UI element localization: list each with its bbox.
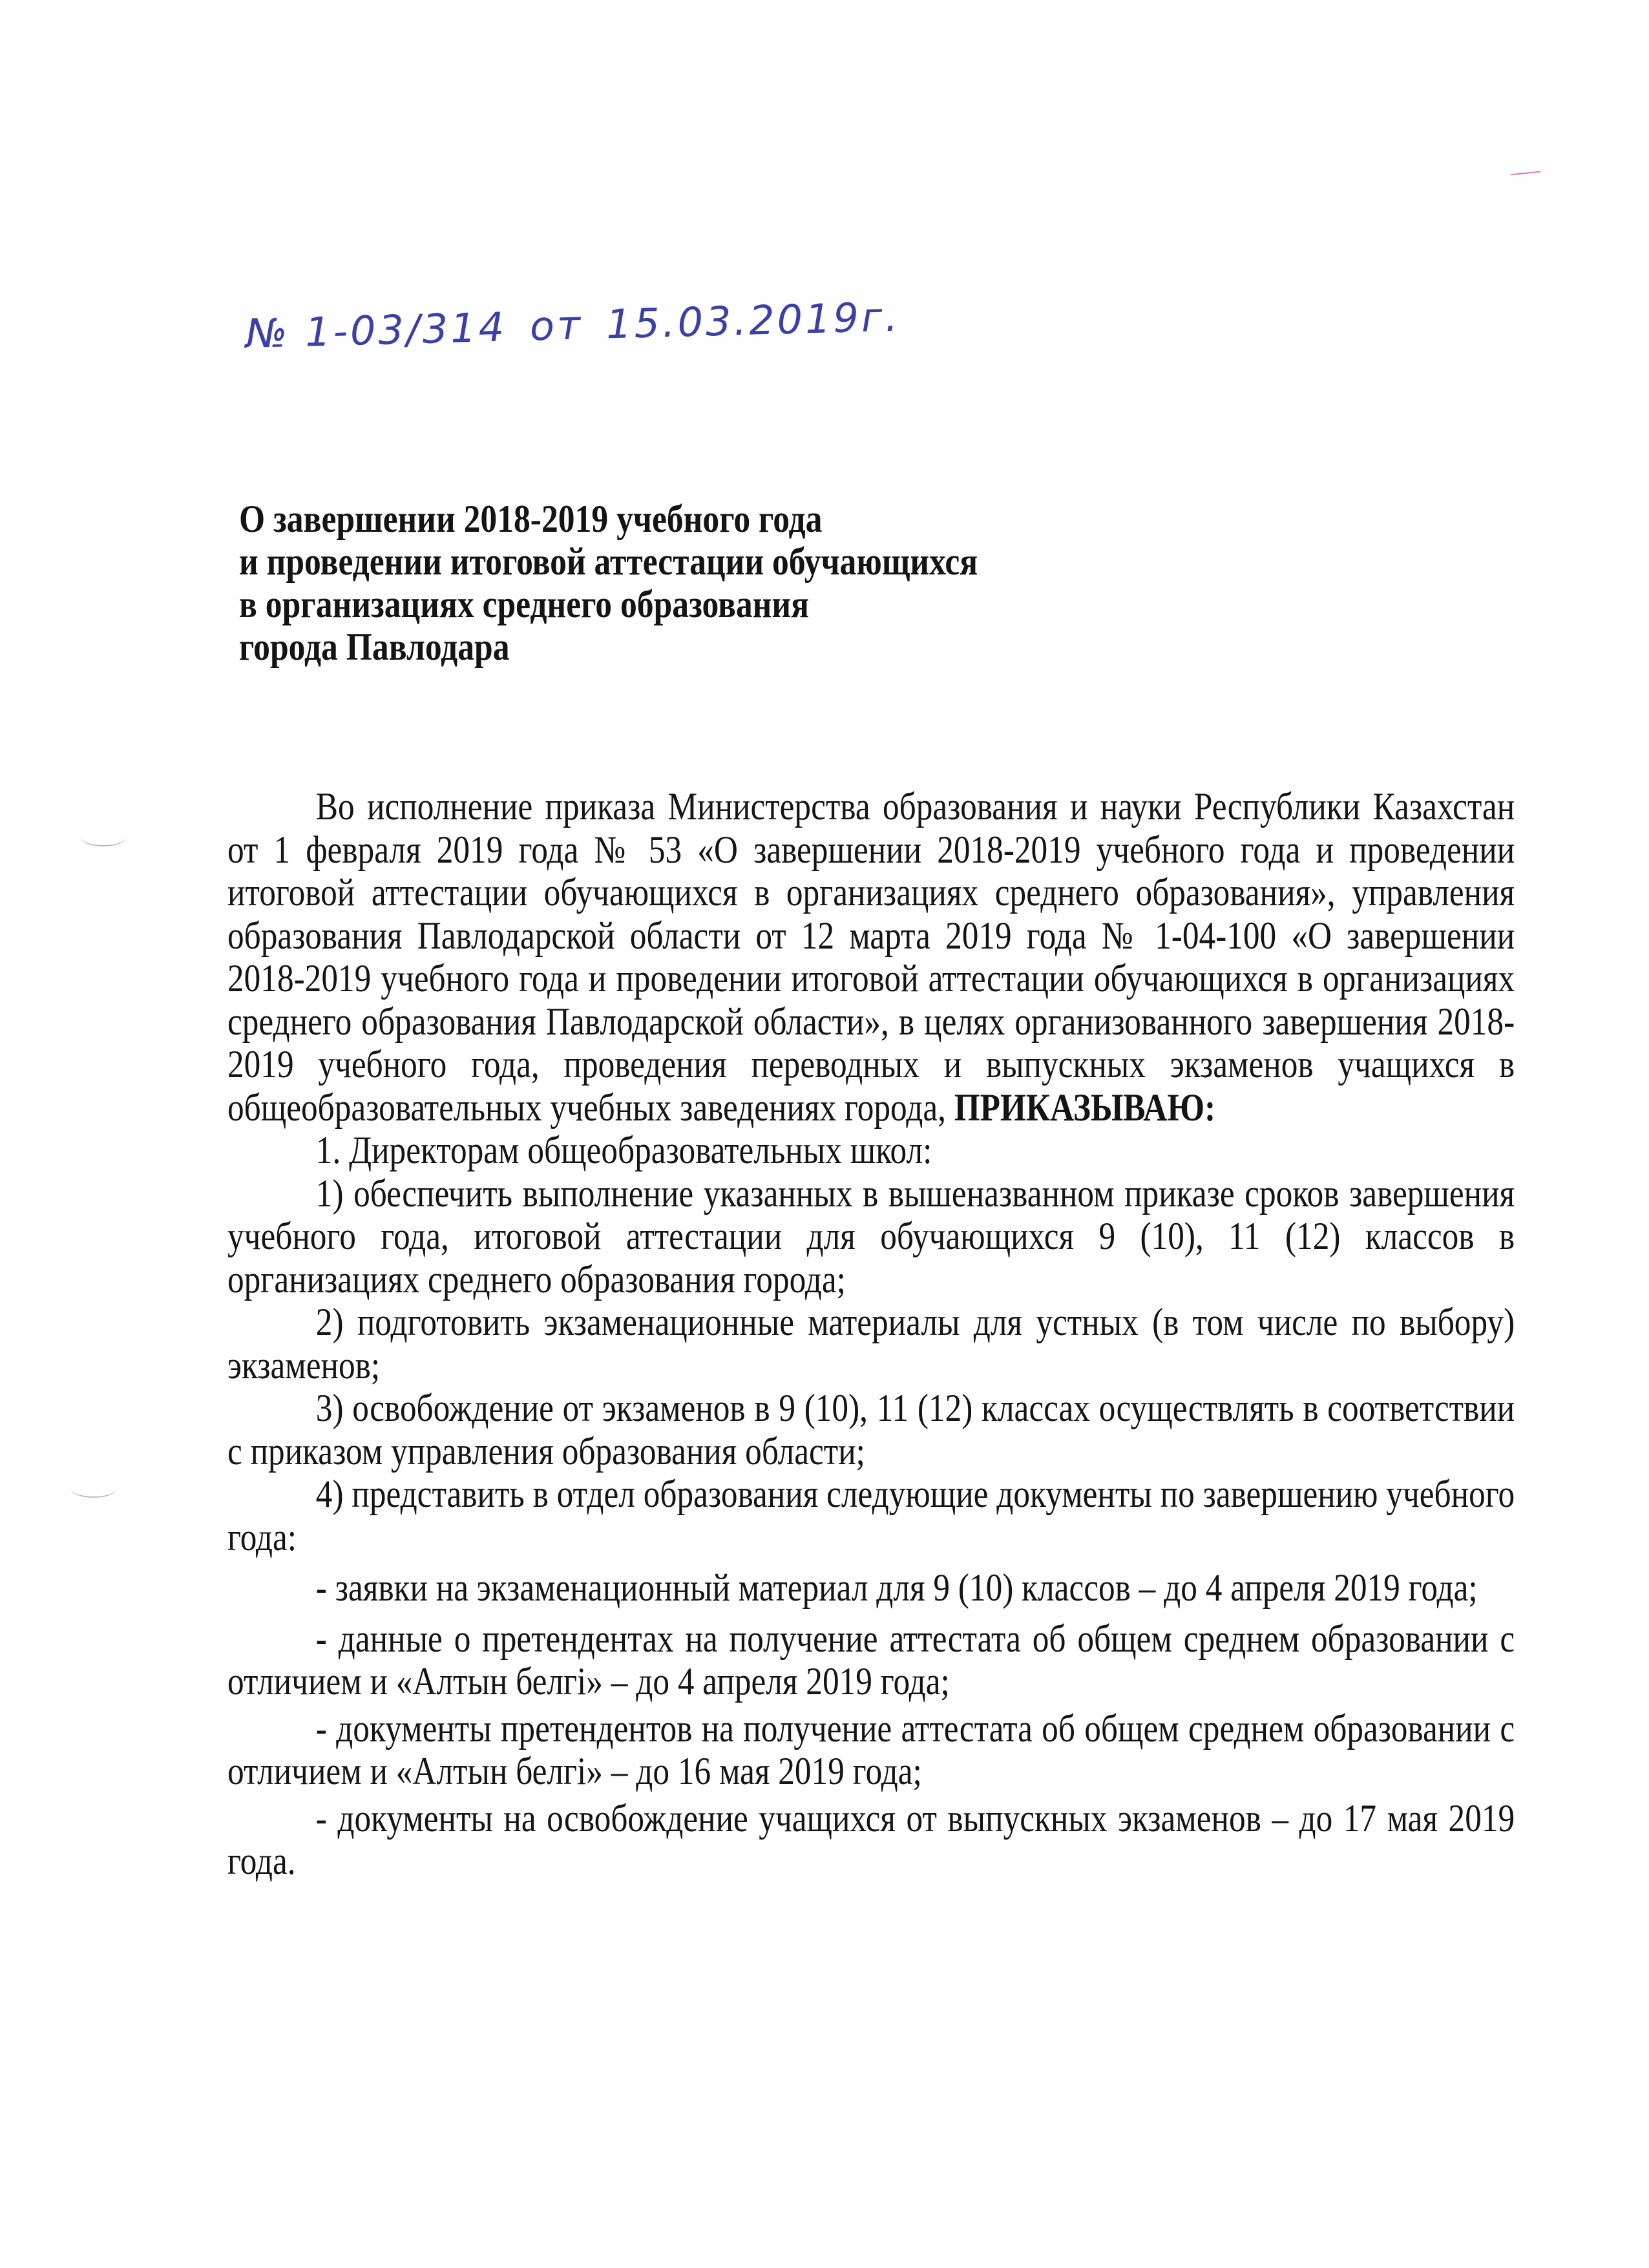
preamble-text: Во исполнение приказа Министерства образования и науки Республики Казахстан от 1 февраля 2019 года № 53 «О завершении 2018-2019 учебного года и проведении итоговой аттестации обучающихся в организациях среднего образования», управления образования Павлодарской области от 12 марта 2019 года № 1-04-100 «О завершении 2018-2019 учебного года и проведении итоговой аттестации обучающихся в организациях среднего образования Павлодарской области», в целях организованного завершения 2018-2019 учебного года, проведения переводных и выпускных экзаменов учащихся в общеобразовательных учебных заведениях города, [227, 785, 1515, 1129]
punch-hole-mark [71, 1480, 116, 1498]
title-line: в организациях среднего образования [239, 583, 810, 625]
punch-hole-mark [81, 828, 126, 846]
stray-pen-mark [1511, 171, 1540, 176]
registration-date: 15.03.2019г. [605, 293, 901, 348]
list-item: 1) обеспечить выполнение указанных в вышеназванном приказе сроков завершения учебного года, итоговой аттестации для обучающихся 9 (10), 11 (12) классов в организациях среднего образования города; [227, 1171, 1515, 1301]
title-line: и проведении итоговой аттестации обучающихся [239, 540, 978, 583]
sub-list-item: - данные о претендентах на получение аттестата об общем среднем образовании с отличием и «Алтын белгі» – до 4 апреля 2019 года; [227, 1617, 1515, 1703]
sub-list-item: - документы претендентов на получение аттестата об общем среднем образовании с отличием и «Алтын белгі» – до 16 мая 2019 года; [227, 1706, 1515, 1792]
order-word: ПРИКАЗЫВАЮ: [954, 1086, 1216, 1129]
preamble-paragraph [227, 785, 1515, 1129]
title-line: О завершении 2018-2019 учебного года [239, 498, 823, 540]
handwritten-registration-number [245, 293, 924, 357]
title-line: города Павлодара [239, 625, 510, 668]
sub-list-item: - документы на освобождение учащихся от выпускных экзаменов – до 17 мая 2019 года. [227, 1796, 1515, 1882]
sub-list-item: - заявки на экзаменационный материал для 9 (10) классов – до 4 апреля 2019 года; [315, 1566, 1478, 1609]
registration-number: № 1-03/314 [245, 303, 507, 357]
document-title [239, 498, 978, 668]
list-item: 2) подготовить экзаменационные материалы для устных (в том числе по выбору) экзаменов; [227, 1301, 1515, 1387]
registration-from-word: от [529, 301, 583, 350]
section-1-heading: 1. Директорам общеобразовательных школ: [315, 1129, 932, 1171]
document-body [227, 785, 1515, 1883]
list-item: 4) представить в отдел образования следующие документы по завершению учебного года: [227, 1473, 1515, 1559]
list-item: 3) освобождение от экзаменов в 9 (10), 11 (12) классах осуществлять в соответствии с приказом управления образования области; [227, 1387, 1515, 1473]
